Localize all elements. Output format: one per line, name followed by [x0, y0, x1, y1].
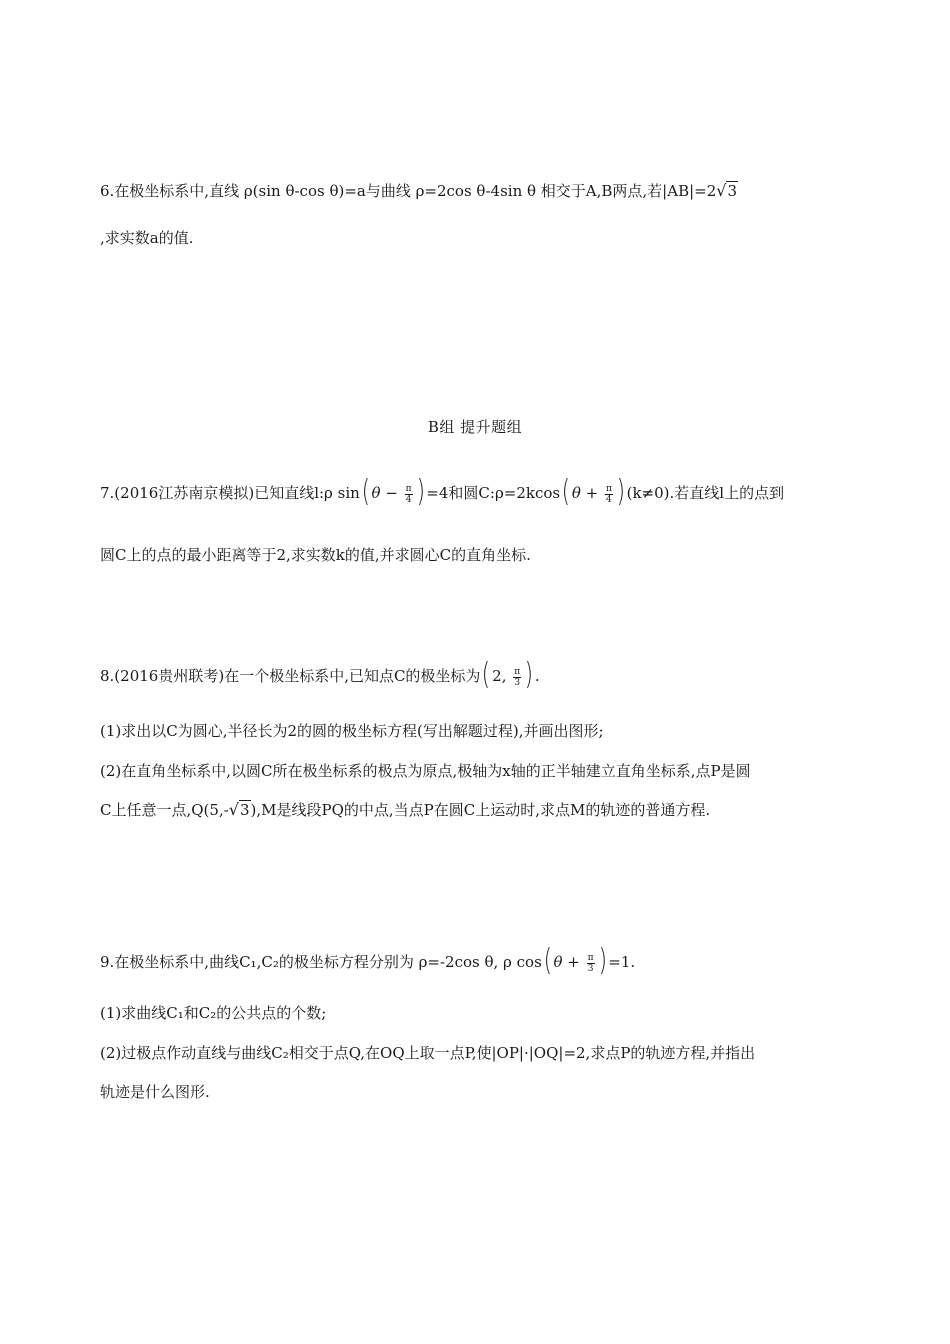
q7-text-b: =4和圆C:ρ=2kcos — [426, 484, 561, 502]
right-paren: ) — [616, 474, 625, 509]
coord-radius: 2, — [492, 667, 512, 685]
plus-sign: + — [562, 953, 585, 971]
left-paren: ( — [543, 943, 552, 978]
q9-text-a: 9.在极坐标系中,曲线C₁,C₂的极坐标方程分别为 ρ=-2cos θ, ρ cos — [100, 953, 542, 971]
right-paren: ) — [598, 943, 607, 978]
section-title: B组 提升题组 — [427, 418, 523, 436]
q7-line-2: 圆C上的点的最小距离等于2,求实数k的值,并求圆心C的直角坐标. — [100, 546, 531, 564]
q8-sub-2-line-1: (2)在直角坐标系中,以圆C所在极坐标系的极点为原点,极轴为x轴的正半轴建立直角坐标系,点P是圆 — [100, 762, 751, 780]
q8-line-1 — [100, 657, 540, 692]
q8-sub-2-line-2 — [100, 799, 710, 821]
theta-symbol: θ — [371, 484, 381, 502]
q8-text-a: 8.(2016贵州联考)在一个极坐标系中,已知点C的极坐标为 — [100, 667, 481, 685]
plus-sign: + — [580, 484, 603, 502]
q9-text-b: =1. — [608, 953, 636, 971]
theta-symbol: θ — [571, 484, 581, 502]
fraction-pi-4: $\frac{\pi}{4}$ — [605, 483, 612, 505]
q6-text: 6.在极坐标系中,直线 ρ(sin θ-cos θ)=a与曲线 ρ=2cos θ-4sin θ 相交于A,B两点,若|AB|=2 — [100, 182, 717, 200]
q6-line-1 — [100, 180, 738, 202]
q7-text-c: (k≠0).若直线l上的点到 — [626, 484, 785, 502]
q9-sub-2-line-2: 轨迹是什么图形. — [100, 1083, 210, 1101]
right-paren: ) — [524, 657, 534, 692]
q8-text-b: . — [534, 667, 540, 685]
q8-sub2-text-a: C上任意一点,Q(5,- — [100, 801, 229, 819]
q9-line-1 — [100, 943, 636, 978]
sqrt-symbol: √3 — [228, 800, 250, 819]
sqrt-symbol: √3 — [716, 181, 738, 200]
right-paren: ) — [416, 474, 425, 509]
left-paren: ( — [482, 657, 491, 692]
q8-sub2-text-b: ),M是线段PQ的中点,当点P在圆C上运动时,求点M的轨迹的普通方程. — [250, 801, 711, 819]
q6-line-2: ,求实数a的值. — [100, 229, 194, 247]
left-paren: ( — [361, 474, 370, 509]
fraction-pi-4: $\frac{\pi}{4}$ — [405, 483, 412, 505]
q9-sub-1: (1)求曲线C₁和C₂的公共点的个数; — [100, 1004, 327, 1022]
left-paren: ( — [561, 474, 571, 509]
q8-sub-1: (1)求出以C为圆心,半径长为2的圆的极坐标方程(写出解题过程),并画出图形; — [100, 722, 604, 740]
fraction-pi-3: $\frac{\pi}{3}$ — [587, 952, 594, 974]
minus-sign: − — [380, 484, 403, 502]
q7-text-a: 7.(2016江苏南京模拟)已知直线l:ρ sin — [100, 484, 360, 502]
q9-sub-2-line-1: (2)过极点作动直线与曲线C₂相交于点Q,在OQ上取一点P,使|OP|·|OQ|=2,求点P的轨迹方程,并指出 — [100, 1044, 756, 1062]
fraction-pi-3: $\frac{\pi}{3}$ — [514, 666, 521, 688]
theta-symbol: θ — [553, 953, 563, 971]
q7-line-1 — [100, 474, 785, 509]
